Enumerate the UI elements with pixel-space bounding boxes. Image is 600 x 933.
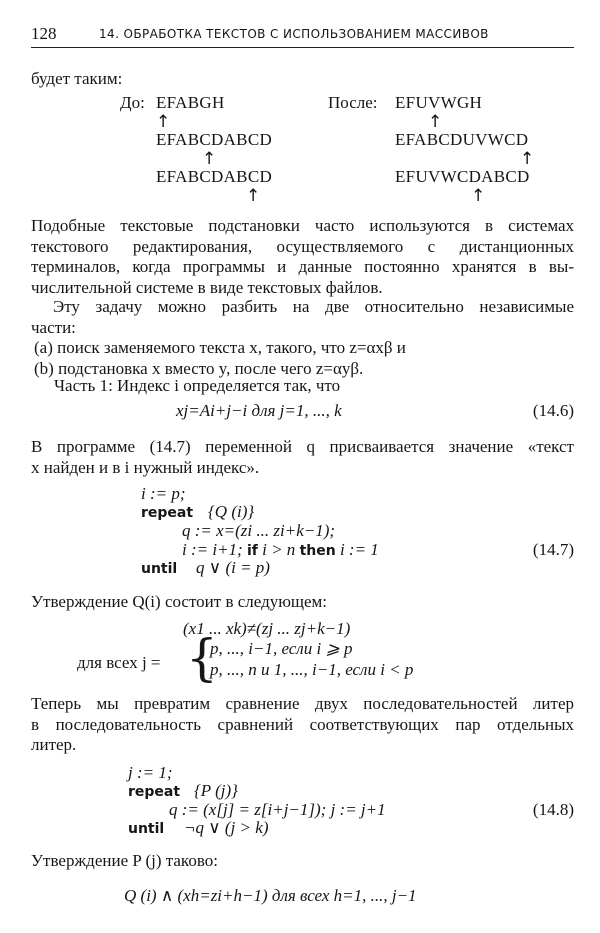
arrow-up-icon: ↑	[156, 112, 171, 132]
text-line: терминалов, когда программы и данные постоянно хранятся в вы-	[31, 257, 574, 276]
paragraph-2	[31, 297, 574, 379]
keyword-repeat: repeat	[128, 784, 181, 800]
after-label: После:	[328, 93, 378, 112]
after-row-1: EFUVWGH	[395, 93, 483, 112]
equation-number: (14.8)	[532, 800, 574, 819]
formula-14-6: xj=Ai+j−i для j=1, ..., k	[176, 401, 342, 420]
brace: {	[186, 629, 218, 687]
equation-number: (14.7)	[532, 540, 574, 559]
case-2: p, ..., n и 1, ..., i−1, если i < p	[210, 660, 414, 679]
keyword-repeat: repeat	[141, 505, 194, 521]
arrow-up-icon: ↑	[428, 112, 443, 132]
list-item-b: (b) подстановка x вместо y, после чего z=αyβ.	[34, 358, 364, 378]
paragraph-1	[31, 216, 574, 298]
after-row-2: EFABCDUVWCD	[395, 130, 529, 149]
before-row-3: EFABCDABCD	[156, 167, 273, 186]
assert2-text: Утверждение P (j) таково:	[31, 851, 218, 870]
arrow-up-icon: ↑	[246, 186, 261, 206]
keyword-then: then	[299, 543, 336, 559]
text-line: Подобные текстовые подстановки часто используются в системах	[31, 216, 574, 235]
intro-text: будет таким:	[31, 69, 123, 88]
running-title: 14. ОБРАБОТКА ТЕКСТОВ С ИСПОЛЬЗОВАНИЕМ МАССИВОВ	[99, 27, 489, 41]
prog2-line1: j := 1;	[128, 763, 173, 782]
text-line: текстового редактирования, осуществляемого с дистанционных	[31, 236, 574, 256]
until-expression: ¬q ∨ (j > k)	[184, 818, 269, 837]
text-line: Эту задачу можно разбить на две относительно независимые	[53, 297, 574, 316]
invariant: {P (j)}	[194, 781, 238, 800]
condition: i > n	[262, 540, 296, 559]
case-1: p, ..., i−1, если i ⩾ p	[210, 639, 353, 658]
prog1-line1: i := p;	[141, 484, 186, 503]
text-line: Теперь мы превратим сравнение двух последовательностей литер	[31, 694, 574, 713]
part1-text: Часть 1: Индекс i определяется так, что	[54, 376, 341, 395]
keyword-if: if	[246, 543, 258, 559]
for-all-label: для всех j =	[77, 653, 161, 672]
equation-number: (14.6)	[532, 401, 574, 420]
header-rule	[31, 47, 574, 48]
page-number: 128	[31, 24, 57, 43]
prog1-line3: q := x=(zi ... zi+k−1);	[182, 521, 336, 540]
formula-final: Q (i) ∧ (xh=zi+h−1) для всех h=1, ..., j−1	[124, 886, 417, 905]
arrow-up-icon: ↑	[202, 149, 217, 169]
text-line: части:	[31, 317, 76, 337]
paragraph-4	[31, 694, 574, 756]
text-line: В программе (14.7) переменной q присваивается значение «текст	[31, 437, 574, 456]
before-label: До:	[120, 93, 145, 112]
before-row-1: EFABGH	[156, 93, 225, 112]
invariant: {Q (i)}	[208, 502, 255, 521]
text-line: x найден и в i нужный индекс».	[31, 457, 260, 477]
arrow-up-icon: ↑	[520, 149, 535, 169]
text-line: числительной системе в виде текстовых файлов.	[31, 277, 383, 297]
assert1-top: (x1 ... xk)≠(zj ... zj+k−1)	[183, 619, 351, 638]
text-line: литер.	[31, 735, 77, 754]
paragraph-3	[31, 437, 574, 478]
arrow-up-icon: ↑	[471, 186, 486, 206]
until-expression: q ∨ (i = p)	[196, 558, 270, 577]
prog2-line3: q := (x[j] = z[i+j−1]); j := j+1	[169, 800, 386, 819]
keyword-until: until	[128, 821, 165, 837]
assign: i := i+1;	[182, 540, 243, 559]
assign: i := 1	[339, 540, 379, 559]
prog1-line4	[182, 540, 379, 560]
after-row-3: EFUVWCDABCD	[395, 167, 530, 186]
assert1-text: Утверждение Q(i) состоит в следующем:	[31, 592, 328, 611]
before-row-2: EFABCDABCD	[156, 130, 273, 149]
text-line: в последовательность сравнений соответствующих пар отдельных	[31, 714, 574, 734]
keyword-until: until	[141, 561, 178, 577]
list-item-a: (a) поиск заменяемого текста x, такого, что z=αxβ и	[34, 338, 406, 357]
